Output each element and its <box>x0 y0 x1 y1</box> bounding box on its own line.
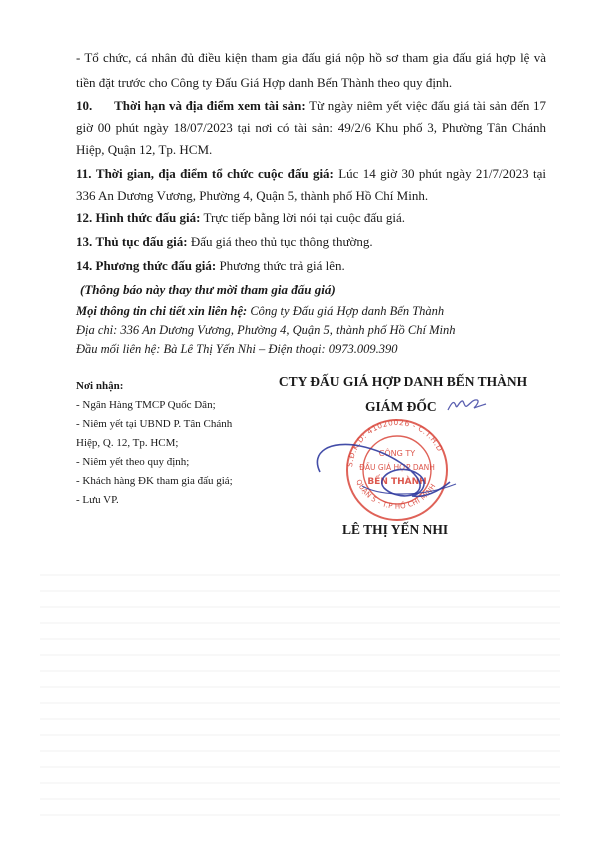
item-number: 11. <box>76 166 92 181</box>
item-label: Thủ tục đấu giá: <box>95 234 188 249</box>
stamp-line3: BẾN THÀNH <box>367 477 427 487</box>
company-seal-icon <box>300 412 470 522</box>
item-label: Phương thức đấu giá: <box>95 258 217 273</box>
signature-name: LÊ THỊ YẾN NHI <box>342 522 449 537</box>
recipient-item: Hiệp, Q. 12, Tp. HCM; <box>76 437 179 449</box>
recipient-item: - Lưu VP. <box>76 494 119 506</box>
recipient-item: - Niêm yết tại UBND P. Tân Chánh <box>76 418 233 430</box>
item-number: 10. <box>76 98 93 113</box>
contact-address: Địa chỉ: 336 An Dương Vương, Phường 4, Quận 5, thành phố Hồ Chí Minh <box>76 323 456 337</box>
item-number: 14. <box>76 258 93 273</box>
bleed-through-background <box>40 560 560 830</box>
stamp-ring-bottom: QUẬN 5 - T.P HỒ CHÍ MINH <box>354 478 438 511</box>
item-text: Đấu giá theo thủ tục thông thường. <box>187 234 373 249</box>
stamp-line1: CÔNG TY <box>378 449 416 458</box>
item-label: Hình thức đấu giá: <box>95 210 201 225</box>
recipient-item: - Khách hàng ĐK tham gia đấu giá; <box>76 475 233 487</box>
item-text: Trực tiếp bằng lời nói tại cuộc đấu giá. <box>200 210 406 225</box>
item-10 <box>76 95 546 161</box>
contact-block <box>76 302 455 359</box>
recipient-item: - Niêm yết theo quy định; <box>76 456 190 468</box>
recipients-block <box>76 377 266 510</box>
notice-line: (Thông báo này thay thư mời tham gia đấu giá) <box>80 282 336 297</box>
signature-role: GIÁM ĐỐC <box>365 399 437 414</box>
item-number: 12. <box>76 210 93 225</box>
stamp-line2: ĐẤU GIÁ HỢP DANH <box>359 463 435 472</box>
recipients-title: Nơi nhận: <box>76 380 124 392</box>
item-text: Phương thức trả giá lên. <box>216 258 345 273</box>
item-12 <box>76 209 546 227</box>
item-label: Thời hạn và địa điểm xem tài sản: <box>114 98 306 113</box>
intro-paragraph: - Tổ chức, cá nhân đủ điều kiện tham gia đấu giá nộp hồ sơ tham gia đấu giá hợp lệ và tiền đặt trước cho Công ty Đấu Giá Hợp danh Bến Thành theo quy định. <box>76 50 546 90</box>
contact-label: Mọi thông tin chi tiết xin liên hệ: <box>76 304 248 318</box>
contact-line <box>76 302 455 321</box>
recipient-item: - Ngân Hàng TMCP Quốc Dân; <box>76 399 216 411</box>
stamp-ring-top: S.Đ.K.D: 41020026 - C.T.H.D <box>345 417 445 468</box>
contact-person: Đầu mối liên hệ: Bà Lê Thị Yến Nhi – Điện thoại: 0973.009.390 <box>76 342 398 356</box>
item-14 <box>76 257 546 275</box>
item-label: Thời gian, địa điểm tổ chức cuộc đấu giá: <box>95 166 334 181</box>
item-11 <box>76 163 546 207</box>
contact-company: Công ty Đấu giá Hợp danh Bến Thành <box>247 304 445 318</box>
signature-company: CTY ĐẤU GIÁ HỢP DANH BẾN THÀNH <box>278 374 528 389</box>
item-13 <box>76 233 546 251</box>
item-number: 13. <box>76 234 93 249</box>
item-text: Từ ngày niêm yết việc đấu giá tài sản đến 17 giờ 00 phút ngày 18/07/2023 tại nơi có tài sản: 49/2/6 Khu phố 3, Phường Tân Chánh Hiệp, Quận 12, Tp. HCM. <box>76 98 547 157</box>
item-text: Lúc 14 giờ 30 phút ngày 21/7/2023 tại 336 An Dương Vương, Phường 4, Quận 5, thành phố Hồ Chí Minh. <box>76 166 547 203</box>
